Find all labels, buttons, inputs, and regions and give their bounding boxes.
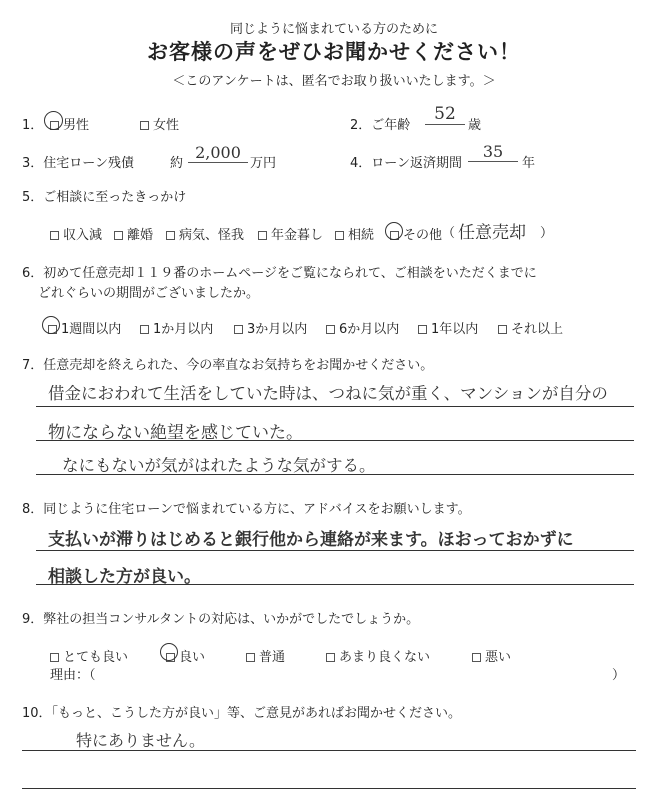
q5-other-paren-open: （ [442, 226, 456, 241]
q3-label: 3．住宅ローン残債 [22, 156, 135, 171]
answer-rule [22, 750, 636, 751]
q5-option-illness[interactable] [166, 224, 244, 243]
option-label: 1週間以内 [61, 322, 122, 337]
checkbox-icon [335, 231, 344, 240]
option-label: あまり良くない [339, 650, 431, 665]
option-label: 年金暮し [271, 228, 324, 243]
checkbox-icon [326, 325, 335, 334]
answer-rule [36, 440, 634, 441]
selection-circle-mark [160, 643, 178, 661]
option-label: とても良い [63, 650, 129, 665]
q8-answer-line1[interactable]: 支払いが滞りはじめると銀行他から連絡が来ます。ほおっておかずに [48, 530, 574, 550]
q2-age-answer[interactable]: 52 [425, 104, 465, 125]
q6-option-longer[interactable] [498, 318, 563, 337]
selection-circle-mark [385, 222, 403, 240]
checkbox-icon [50, 653, 59, 662]
option-label: 男性 [63, 118, 90, 133]
q5-option-inheritance[interactable] [335, 224, 374, 243]
option-label: 悪い [485, 650, 512, 665]
checkbox-icon [246, 653, 255, 662]
option-label: 3か月以内 [247, 322, 308, 337]
q5-other-answer[interactable]: 任意売却 [458, 223, 526, 243]
answer-rule [36, 584, 634, 585]
option-label: それ以上 [511, 322, 564, 337]
checkbox-icon [114, 231, 123, 240]
answer-rule [36, 474, 634, 475]
option-label: 離婚 [127, 228, 154, 243]
checkbox-icon [498, 325, 507, 334]
q5-option-divorce[interactable] [114, 224, 153, 243]
q8-label: 8．同じように住宅ローンで悩まれている方に、アドバイスをお願いします。 [22, 502, 471, 517]
checkbox-icon [258, 231, 267, 240]
q7-label: 7．任意売却を終えられた、今の率直なお気持ちをお聞かせください。 [22, 358, 434, 373]
option-label: 収入減 [63, 228, 103, 243]
q5-option-pension[interactable] [258, 224, 323, 243]
q9-reason-label: 理由：（ [50, 668, 96, 683]
answer-rule [36, 550, 634, 551]
q1-number: 1． [22, 118, 44, 133]
q2-label: 2．ご年齢 [350, 118, 411, 133]
q8-answer-line2[interactable]: 相談した方が良い。 [48, 567, 201, 587]
anonymity-note: ＜このアンケートは、匿名でお取り扱いいたします。＞ [172, 74, 496, 89]
q6-label-line2: どれぐらいの期間がございましたか。 [38, 286, 260, 301]
q10-label: 10．「もっと、こうした方が良い」等、ご意見があればお聞かせください。 [22, 706, 462, 721]
q7-answer-line2[interactable]: 物にならない絶望を感じていた。 [48, 423, 303, 443]
q7-answer-line1[interactable]: 借金におわれて生活をしていた時は、つねに気が重く、マンションが自分の [48, 384, 608, 403]
q5-label: 5．ご相談に至ったきっかけ [22, 190, 187, 205]
answer-rule [22, 788, 636, 789]
option-label: 女性 [153, 118, 180, 133]
q9-option-not-good[interactable] [326, 646, 430, 665]
selection-circle-mark [44, 111, 63, 130]
q9-option-bad[interactable] [472, 646, 511, 665]
checkbox-icon [234, 325, 243, 334]
q4-unit: 年 [522, 156, 536, 171]
q3-loan-balance-answer[interactable]: 2,000 [188, 143, 248, 163]
q9-option-average[interactable] [246, 646, 285, 665]
q4-repayment-period-answer[interactable]: 35 [468, 142, 518, 162]
answer-rule [36, 406, 634, 407]
q7-answer-line3[interactable]: なにもないが気がはれたような気がする。 [62, 456, 376, 475]
q9-reason-close: ） [612, 668, 626, 683]
q6-option-1year[interactable] [418, 318, 478, 337]
q3-unit: 万円 [250, 156, 277, 171]
option-label: 1年以内 [431, 322, 479, 337]
option-label: 病気、怪我 [179, 228, 245, 243]
option-label: 普通 [259, 650, 286, 665]
form-title: お客様の声をぜひお聞かせください！ [147, 40, 521, 64]
option-label: 1か月以内 [153, 322, 214, 337]
q5-other-paren-close: ） [540, 226, 554, 241]
checkbox-icon [166, 231, 175, 240]
checkbox-icon [50, 231, 59, 240]
q2-unit: 歳 [468, 118, 482, 133]
q5-option-income-decrease[interactable] [50, 224, 102, 243]
checkbox-icon [326, 653, 335, 662]
q9-label: 9．弊社の担当コンサルタントの対応は、いかがでしたでしょうか。 [22, 612, 420, 627]
q9-option-very-good[interactable] [50, 646, 128, 665]
option-label: 良い [179, 650, 206, 665]
q6-option-6months[interactable] [326, 318, 399, 337]
checkbox-icon [418, 325, 427, 334]
q6-option-3months[interactable] [234, 318, 307, 337]
q6-label-line1: 6．初めて任意売却１１９番のホームページをご覧になられて、ご相談をいただくまでに [22, 266, 537, 281]
q10-answer-line1[interactable]: 特にありません。 [76, 731, 205, 750]
checkbox-icon [140, 121, 149, 130]
q6-option-1month[interactable] [140, 318, 213, 337]
q4-label: 4．ローン返済期間 [350, 156, 463, 171]
checkbox-icon [472, 653, 481, 662]
form-subtitle: 同じように悩まれている方のために [229, 22, 438, 37]
q3-prefix: 約 [170, 156, 184, 171]
option-label: その他 [403, 228, 443, 243]
checkbox-icon [140, 325, 149, 334]
option-label: 相続 [348, 228, 375, 243]
option-label: 6か月以内 [339, 322, 400, 337]
selection-circle-mark [42, 316, 60, 334]
q1-option-female[interactable] [140, 114, 179, 133]
